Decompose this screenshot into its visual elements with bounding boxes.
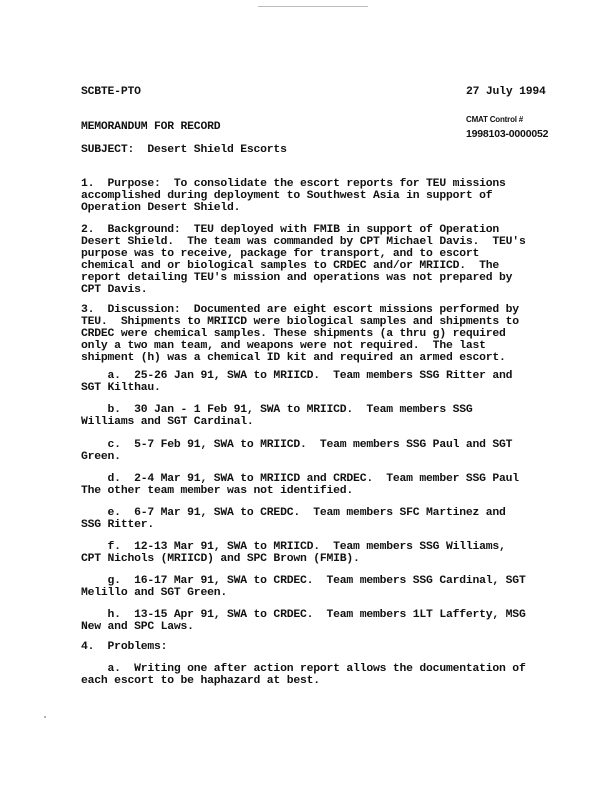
text-line: SGT Kilthau. <box>81 382 161 394</box>
text-line: accomplished during deployment to Southwest Asia in support of <box>81 190 493 202</box>
text-line: CPT Davis. <box>81 284 148 296</box>
memo-date: 27 July 1994 <box>466 86 546 98</box>
text-line: f. 12-13 Mar 91, SWA to MRIICD. Team members SSG Williams, <box>81 541 506 553</box>
text-line: g. 16-17 Mar 91, SWA to CRDEC. Team members SSG Cardinal, SGT <box>81 575 526 587</box>
text-line: CPT Nichols (MRIICD) and SPC Brown (FMIB). <box>81 553 360 565</box>
scan-artifact-line <box>258 6 368 7</box>
text-line: h. 13-15 Apr 91, SWA to CRDEC. Team members 1LT Lafferty, MSG <box>81 609 526 621</box>
office-symbol: SCBTE-PTO <box>81 86 141 98</box>
text-line: 1. Purpose: To consolidate the escort reports for TEU missions <box>81 178 506 190</box>
text-line: Desert Shield. The team was commanded by CPT Michael Davis. TEU's <box>81 236 526 248</box>
section-heading: 4. Problems: <box>81 641 168 653</box>
text-line: Williams and SGT Cardinal. <box>81 416 254 428</box>
text-line: each escort to be haphazard at best. <box>81 675 320 687</box>
text-line: CRDEC were chemical samples. These shipments (a thru g) required <box>81 328 506 340</box>
text-line: report detailing TEU's mission and operations was not prepared by <box>81 272 513 284</box>
text-line: purpose was to receive, package for transport, and to escort <box>81 248 480 260</box>
text-line: 2. Background: TEU deployed with FMIB in support of Operation <box>81 224 500 236</box>
text-line: Green. <box>81 451 121 463</box>
text-line: Operation Desert Shield. <box>81 202 241 214</box>
control-number: 1998103-0000052 <box>466 128 549 140</box>
text-line: only a two man team, and weapons were not required. The last <box>81 340 486 352</box>
scan-speck <box>44 716 46 718</box>
memo-subject: SUBJECT: Desert Shield Escorts <box>81 144 287 156</box>
text-line: 3. Discussion: Documented are eight escort missions performed by <box>81 304 519 316</box>
text-line: e. 6-7 Mar 91, SWA to CREDC. Team members SFC Martinez and <box>81 507 506 519</box>
text-line: chemical and or biological samples to CRDEC and/or MRIICD. The <box>81 260 500 272</box>
text-line: b. 30 Jan - 1 Feb 91, SWA to MRIICD. Team members SSG <box>81 404 473 416</box>
text-line: New and SPC Laws. <box>81 621 194 633</box>
text-line: a. Writing one after action report allows the documentation of <box>81 663 526 675</box>
control-label: CMAT Control # <box>466 115 524 124</box>
text-line: SSG Ritter. <box>81 519 154 531</box>
text-line: d. 2-4 Mar 91, SWA to MRIICD and CRDEC. Team member SSG Paul <box>81 473 519 485</box>
text-line: TEU. Shipments to MRIICD were biological samples and shipments to <box>81 316 519 328</box>
text-line: a. 25-26 Jan 91, SWA to MRIICD. Team members SSG Ritter and <box>81 370 513 382</box>
text-line: Melillo and SGT Green. <box>81 587 227 599</box>
text-line: shipment (h) was a chemical ID kit and required an armed escort. <box>81 352 506 364</box>
text-line: c. 5-7 Feb 91, SWA to MRIICD. Team members SSG Paul and SGT <box>81 439 513 451</box>
text-line: The other team member was not identified. <box>81 485 354 497</box>
memo-title: MEMORANDUM FOR RECORD <box>81 121 221 133</box>
